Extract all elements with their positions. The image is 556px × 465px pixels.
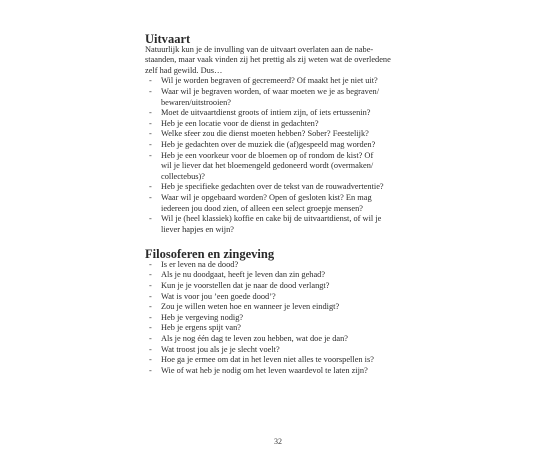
list-item-line: Wie of wat heb je nodig om het leven waardevol te laten zijn? xyxy=(161,365,368,375)
list-item xyxy=(145,151,413,183)
list-dash: - xyxy=(149,323,152,333)
list-item xyxy=(145,345,413,356)
list-dash: - xyxy=(149,182,152,192)
list-item-line: Waar wil je begraven worden, of waar moeten we je as begraven/ xyxy=(161,86,380,96)
list-item xyxy=(145,182,413,193)
list-dash: - xyxy=(149,192,152,202)
list-item xyxy=(145,366,413,377)
list-item xyxy=(145,270,413,281)
list-item-line: Wat troost jou als je je slecht voelt? xyxy=(161,344,280,354)
list-dash: - xyxy=(149,139,152,149)
list-dash: - xyxy=(149,302,152,312)
list-item-line: Moet de uitvaartdienst groots of intiem zijn, of iets ertussenin? xyxy=(161,108,371,118)
list-item xyxy=(145,76,413,87)
list-item-line: bewaren/uitstrooien? xyxy=(161,97,231,107)
list-item xyxy=(145,334,413,345)
list-item-line: Kun je je voorstellen dat je naar de dood verlangt? xyxy=(161,281,330,291)
section-heading-filosoferen: Filosoferen en zingeving xyxy=(145,247,275,262)
list-item xyxy=(145,260,413,271)
list-dash: - xyxy=(149,150,152,160)
list-item-line: Heb je ergens spijt van? xyxy=(161,323,242,333)
list-item-line: Heb je specifieke gedachten over de tekst van de rouwadvertentie? xyxy=(161,182,384,192)
list-item-line: Wil je (heel klassiek) koffie en cake bij de uitvaartdienst, of wil je xyxy=(161,214,382,224)
list-dash: - xyxy=(149,214,152,224)
list-dash: - xyxy=(149,312,152,322)
list-item xyxy=(145,193,413,214)
list-item-line: Welke sfeer zou die dienst moeten hebben? Sober? Feestelijk? xyxy=(161,129,369,139)
list-dash: - xyxy=(149,365,152,375)
list-item-line: Zou je willen weten hoe en wanneer je leven eindigt? xyxy=(161,302,340,312)
intro-paragraph xyxy=(145,45,413,77)
list-item-line: Heb je vergeving nodig? xyxy=(161,312,244,322)
list-item xyxy=(145,119,413,130)
list-item-line: collectebus)? xyxy=(161,171,206,181)
list-item-line: Heb je gedachten over de muziek die (af)gespeeld mag worden? xyxy=(161,139,376,149)
list-dash: - xyxy=(149,291,152,301)
list-dash: - xyxy=(149,76,152,86)
list-item xyxy=(145,129,413,140)
list-item-line: wil je liever dat het bloemengeld gedoneerd wordt (overmaken/ xyxy=(161,161,374,171)
list-item xyxy=(145,292,413,303)
list-item xyxy=(145,140,413,151)
list-item xyxy=(145,108,413,119)
list-dash: - xyxy=(149,108,152,118)
list-dash: - xyxy=(149,344,152,354)
list-item xyxy=(145,87,413,108)
page-content xyxy=(145,34,413,376)
list-item xyxy=(145,302,413,313)
list-item xyxy=(145,313,413,324)
intro-line: staanden, maar vaak vinden zij het prettig als zij weten wat de overledene xyxy=(145,55,391,65)
list-item-line: Als je nog één dag te leven zou hebben, wat doe je dan? xyxy=(161,334,348,344)
list-item xyxy=(145,214,413,235)
intro-line: zelf had gewild. Dus… xyxy=(145,65,223,75)
list-item-line: Heb je een voorkeur voor de bloemen op of rondom de kist? Of xyxy=(161,150,374,160)
section-heading-uitvaart: Uitvaart xyxy=(145,32,191,46)
uitvaart-question-list xyxy=(145,76,413,235)
list-item-line: Is er leven na de dood? xyxy=(161,259,239,269)
list-item-line: Hoe ga je ermee om dat in het leven niet alles te voorspellen is? xyxy=(161,355,374,365)
list-dash: - xyxy=(149,118,152,128)
list-item-line: Waar wil je opgebaard worden? Open of gesloten kist? En mag xyxy=(161,192,372,202)
list-item-line: Als je nu doodgaat, heeft je leven dan zin gehad? xyxy=(161,270,326,280)
list-item xyxy=(145,355,413,366)
intro-line: Natuurlijk kun je de invulling van de uitvaart overlaten aan de nabe- xyxy=(145,44,374,54)
list-item xyxy=(145,281,413,292)
list-item-line: Wat is voor jou ’een goede dood’? xyxy=(161,291,276,301)
list-dash: - xyxy=(149,259,152,269)
list-item-line: Heb je een locatie voor de dienst in gedachten? xyxy=(161,118,319,128)
list-dash: - xyxy=(149,129,152,139)
list-dash: - xyxy=(149,270,152,280)
list-dash: - xyxy=(149,355,152,365)
filosoferen-question-list xyxy=(145,260,413,377)
list-item-line: iedereen jou dood zien, of alleen een select groepje mensen? xyxy=(161,203,364,213)
list-item xyxy=(145,323,413,334)
list-dash: - xyxy=(149,334,152,344)
list-dash: - xyxy=(149,281,152,291)
page-number: 32 xyxy=(274,437,282,446)
list-item-line: liever hapjes en wijn? xyxy=(161,224,234,234)
list-item-line: Wil je worden begraven of gecremeerd? Of maakt het je niet uit? xyxy=(161,76,378,86)
list-dash: - xyxy=(149,86,152,96)
